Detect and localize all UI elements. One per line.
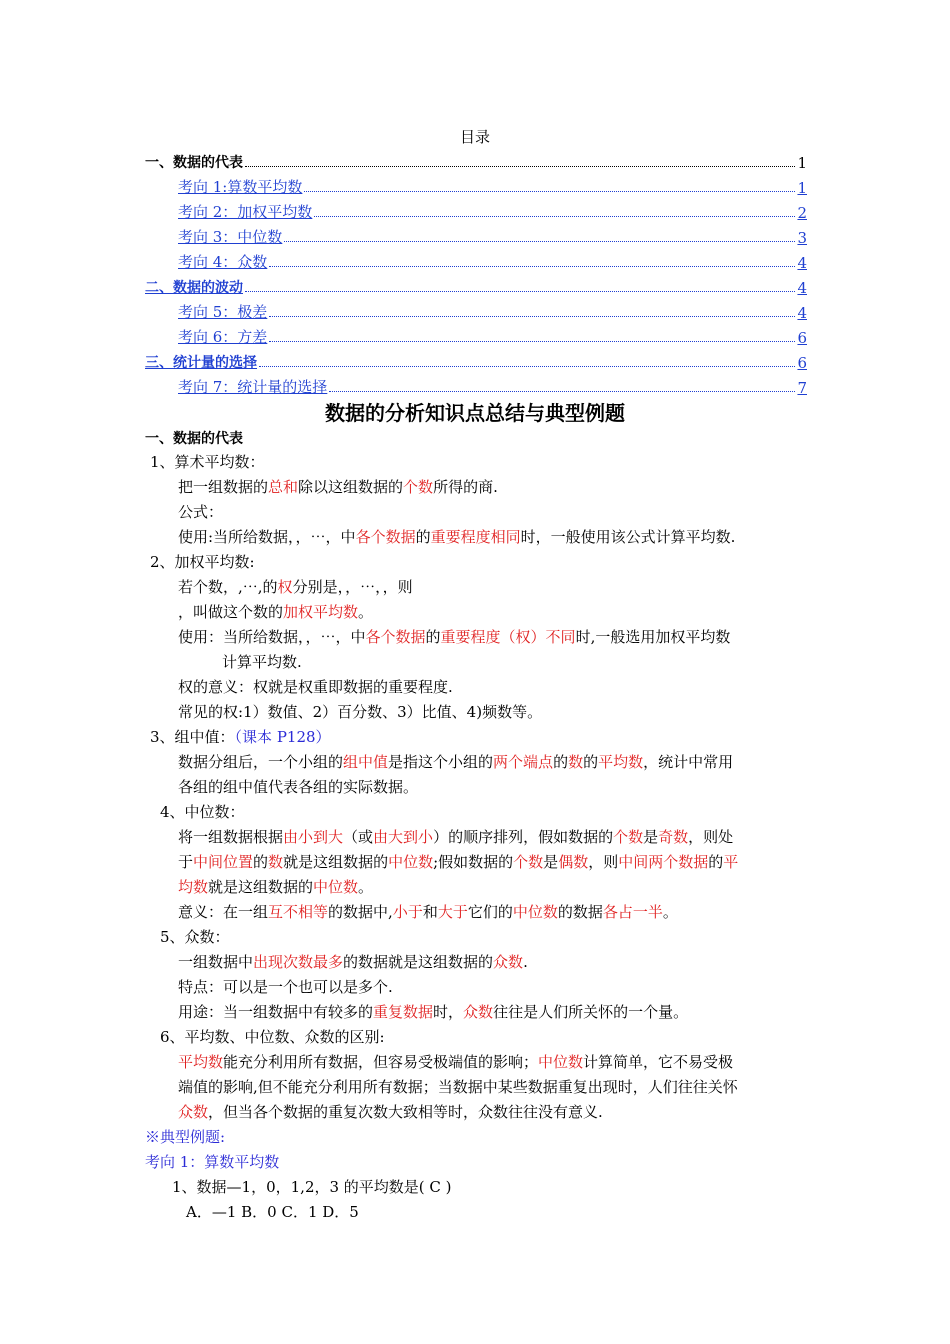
item-4-definition-3: 均数就是这组数据的中位数。 [178, 878, 374, 896]
item-2-usage-1: 使用：当所给数据，，⋯，中各个数据的重要程度（权）不同时,一般选用加权平均数 [178, 628, 731, 646]
item-1-title: 1、算术平均数： [150, 453, 265, 471]
item-2-definition-2: ，叫做这个数的加权平均数。 [178, 603, 374, 621]
toc-entry-kaoxiang-5[interactable]: 考向 5：极差 4 [178, 303, 807, 322]
toc-entry-kaoxiang-1[interactable]: 考向 1:算数平均数 1 [178, 178, 807, 197]
item-5-title: 5、众数： [160, 928, 230, 946]
item-6-line-2: 端值的影响,但不能充分利用所有数据；当数据中某些数据重复出现时，人们往往关怀 [178, 1078, 738, 1096]
item-2-title: 2、加权平均数: [150, 553, 255, 571]
item-4-definition-2: 于中间位置的数就是这组数据的中位数;假如数据的个数是偶数，则中间两个数据的平 [178, 853, 739, 871]
item-1-definition: 把一组数据的总和除以这组数据的个数所得的商. [178, 478, 498, 496]
toc-entry-kaoxiang-4[interactable]: 考向 4：众数 4 [178, 253, 807, 272]
toc-entry-section-3[interactable]: 三、统计量的选择 6 [145, 354, 807, 372]
item-6-title: 6、平均数、中位数、众数的区别: [160, 1028, 385, 1046]
toc-entry-section-2[interactable]: 二、数据的波动 4 [145, 279, 807, 297]
item-6-line-3: 众数，但当各个数据的重复次数大致相等时，众数往往没有意义. [178, 1103, 603, 1121]
item-2-common-weights: 常见的权:1）数值、2）百分数、3）比值、4)频数等。 [178, 703, 543, 721]
item-4-meaning: 意义：在一组互不相等的数据中,小于和大于它们的中位数的数据各占一半。 [178, 903, 678, 921]
toc-entry-kaoxiang-2[interactable]: 考向 2：加权平均数 2 [178, 203, 807, 222]
item-4-definition-1: 将一组数据根据由小到大（或由大到小）的顺序排列，假如数据的个数是奇数，则处 [178, 828, 734, 846]
kaoxiang-1-label: 考向 1：算数平均数 [145, 1153, 280, 1171]
item-5-feature: 特点：可以是一个也可以是多个. [178, 978, 393, 996]
item-3-definition-1: 数据分组后，一个小组的组中值是指这个小组的两个端点的数的平均数，统计中常用 [178, 753, 734, 771]
section-heading-1: 一、数据的代表 [145, 431, 243, 447]
question-1-options: A．—1 B．0 C．1 D．5 [186, 1203, 359, 1221]
toc-title: 目录 [459, 128, 490, 146]
item-1-formula: 公式： [178, 503, 224, 521]
item-5-definition: 一组数据中出现次数最多的数据就是这组数据的众数. [178, 953, 528, 971]
item-4-title: 4、中位数： [160, 803, 245, 821]
item-3-title: 3、组中值：（课本 P128） [150, 728, 331, 746]
item-3-definition-2: 各组的组中值代表各组的实际数据。 [178, 778, 419, 796]
item-2-definition-1: 若个数，,⋯,的权分别是，，⋯，，则 [178, 578, 413, 596]
item-6-line-1: 平均数能充分利用所有数据，但容易受极端值的影响；中位数计算简单，它不易受极 [178, 1053, 734, 1071]
toc-entry-section-1[interactable]: 一、数据的代表 1 [145, 154, 807, 172]
item-5-usage: 用途：当一组数据中有较多的重复数据时，众数往往是人们所关怀的一个量。 [178, 1003, 689, 1021]
item-1-usage: 使用:当所给数据，，⋯，中各个数据的重要程度相同时，一般使用该公式计算平均数. [178, 528, 736, 546]
toc-entry-kaoxiang-3[interactable]: 考向 3：中位数 3 [178, 228, 807, 247]
toc-entry-kaoxiang-7[interactable]: 考向 7：统计量的选择 7 [178, 378, 807, 397]
examples-label: ※典型例题: [145, 1128, 226, 1146]
item-2-usage-2: 计算平均数. [222, 653, 302, 671]
toc-entry-kaoxiang-6[interactable]: 考向 6：方差 6 [178, 328, 807, 347]
document-title: 数据的分析知识点总结与典型例题 [325, 401, 625, 425]
item-2-weight-meaning: 权的意义：权就是权重即数据的重要程度. [178, 678, 453, 696]
question-1: 1、数据—1，0，1,2，3 的平均数是( C ) [172, 1178, 452, 1196]
